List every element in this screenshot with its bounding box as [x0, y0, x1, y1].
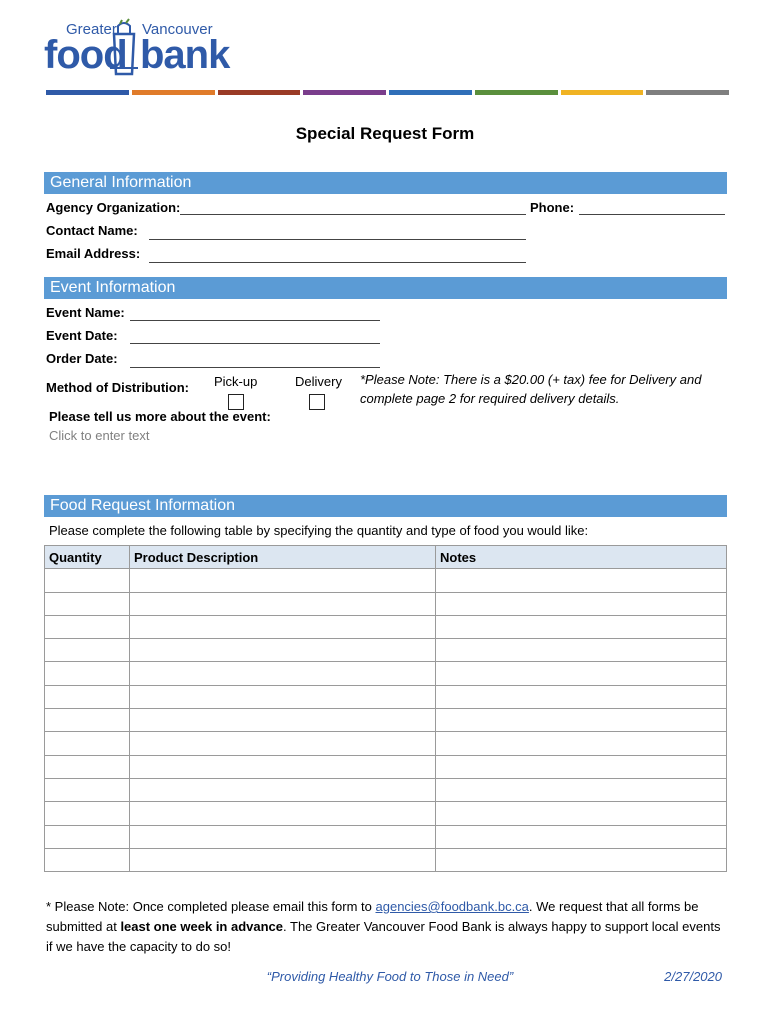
submission-note-suffix: . The Greater Vancouver Food Bank is always happy to support local events if we have the capacity to do so!: [46, 919, 721, 954]
submission-note: [46, 897, 730, 957]
pickup-label: Pick-up: [214, 374, 258, 389]
email-label: Email Address:: [46, 246, 141, 261]
product-description-cell[interactable]: [130, 755, 436, 778]
product-description-cell[interactable]: [130, 732, 436, 755]
food-bank-logo: [44, 18, 234, 80]
contact-field[interactable]: [149, 239, 526, 240]
food-request-table: [44, 545, 727, 872]
food-request-header: Food Request Information: [44, 495, 727, 517]
table-header-row: [45, 546, 727, 569]
table-row: [45, 848, 727, 871]
page-title: Special Request Form: [295, 124, 475, 143]
order-date-label: Order Date:: [46, 351, 118, 366]
notes-cell[interactable]: [436, 709, 727, 732]
product-description-cell[interactable]: [130, 615, 436, 638]
notes-cell[interactable]: [436, 732, 727, 755]
agencies-email-link[interactable]: agencies@foodbank.bc.ca: [375, 899, 529, 914]
quantity-cell[interactable]: [45, 848, 130, 871]
table-row: [45, 732, 727, 755]
product-description-cell[interactable]: [130, 569, 436, 592]
pickup-checkbox[interactable]: [228, 394, 244, 410]
quantity-cell[interactable]: [45, 639, 130, 662]
delivery-checkbox[interactable]: [309, 394, 325, 410]
phone-label: Phone:: [530, 200, 575, 215]
method-label: Method of Distribution:: [46, 380, 189, 395]
notes-cell[interactable]: [436, 685, 727, 708]
event-name-field[interactable]: [130, 320, 380, 321]
stripe-segment: [46, 90, 129, 95]
product-description-column-header: Product Description: [130, 546, 436, 569]
product-description-cell[interactable]: [130, 825, 436, 848]
product-description-cell[interactable]: [130, 802, 436, 825]
quantity-cell[interactable]: [45, 685, 130, 708]
logo-food: food: [44, 33, 127, 77]
notes-cell[interactable]: [436, 802, 727, 825]
submission-note-bold: least one week in advance: [120, 919, 284, 934]
product-description-cell[interactable]: [130, 709, 436, 732]
event-information-header: Event Information: [44, 277, 727, 299]
table-row: [45, 662, 727, 685]
notes-cell[interactable]: [436, 755, 727, 778]
quantity-column-header: Quantity: [45, 546, 130, 569]
quantity-cell[interactable]: [45, 755, 130, 778]
notes-cell[interactable]: [436, 778, 727, 801]
table-row: [45, 685, 727, 708]
notes-cell[interactable]: [436, 592, 727, 615]
grocery-bag-icon: [108, 18, 140, 78]
product-description-cell[interactable]: [130, 592, 436, 615]
table-row: [45, 569, 727, 592]
stripe-segment: [389, 90, 472, 95]
stripe-segment: [132, 90, 215, 95]
table-row: [45, 755, 727, 778]
logo-bank: bank: [140, 33, 230, 77]
table-row: [45, 639, 727, 662]
event-date-field[interactable]: [130, 343, 380, 344]
notes-cell[interactable]: [436, 615, 727, 638]
notes-column-header: Notes: [436, 546, 727, 569]
quantity-cell[interactable]: [45, 662, 130, 685]
phone-field[interactable]: [579, 214, 725, 215]
product-description-cell[interactable]: [130, 848, 436, 871]
order-date-field[interactable]: [130, 367, 380, 368]
quantity-cell[interactable]: [45, 732, 130, 755]
quantity-cell[interactable]: [45, 592, 130, 615]
general-information-header: General Information: [44, 172, 727, 194]
notes-cell[interactable]: [436, 569, 727, 592]
delivery-fee-note: *Please Note: There is a $20.00 (+ tax) fee for Delivery and complete page 2 for required delivery details.: [360, 372, 702, 406]
notes-cell[interactable]: [436, 825, 727, 848]
table-row: [45, 778, 727, 801]
footer-date: 2/27/2020: [664, 969, 722, 984]
event-details-input[interactable]: Click to enter text: [49, 428, 150, 443]
table-row: [45, 802, 727, 825]
notes-cell[interactable]: [436, 639, 727, 662]
table-row: [45, 615, 727, 638]
quantity-cell[interactable]: [45, 802, 130, 825]
quantity-cell[interactable]: [45, 825, 130, 848]
logo-vancouver: Vancouver: [142, 21, 213, 38]
logo-greater: Greater: [66, 21, 117, 38]
quantity-cell[interactable]: [45, 615, 130, 638]
notes-cell[interactable]: [436, 848, 727, 871]
contact-label: Contact Name:: [46, 223, 138, 238]
stripe-segment: [475, 90, 558, 95]
footer-tagline: “Providing Healthy Food to Those in Need”: [266, 969, 514, 984]
quantity-cell[interactable]: [45, 778, 130, 801]
table-row: [45, 709, 727, 732]
submission-note-prefix: * Please Note: Once completed please email this form to: [46, 899, 376, 914]
food-request-intro: Please complete the following table by specifying the quantity and type of food you would like:: [49, 523, 589, 538]
notes-cell[interactable]: [436, 662, 727, 685]
product-description-cell[interactable]: [130, 685, 436, 708]
product-description-cell[interactable]: [130, 639, 436, 662]
agency-field[interactable]: [180, 214, 526, 215]
table-row: [45, 592, 727, 615]
stripe-segment: [646, 90, 729, 95]
stripe-segment: [561, 90, 644, 95]
agency-label: Agency Organization:: [46, 200, 181, 215]
table-row: [45, 825, 727, 848]
event-details-label: Please tell us more about the event:: [49, 409, 271, 424]
stripe-segment: [303, 90, 386, 95]
event-date-label: Event Date:: [46, 328, 118, 343]
product-description-cell[interactable]: [130, 778, 436, 801]
email-field[interactable]: [149, 262, 526, 263]
product-description-cell[interactable]: [130, 662, 436, 685]
stripe-segment: [218, 90, 301, 95]
delivery-label: Delivery: [295, 374, 342, 389]
quantity-cell[interactable]: [45, 709, 130, 732]
submission-note-mid: . We request that all forms be submitted at: [46, 899, 699, 934]
quantity-cell[interactable]: [45, 569, 130, 592]
event-name-label: Event Name:: [46, 305, 125, 320]
